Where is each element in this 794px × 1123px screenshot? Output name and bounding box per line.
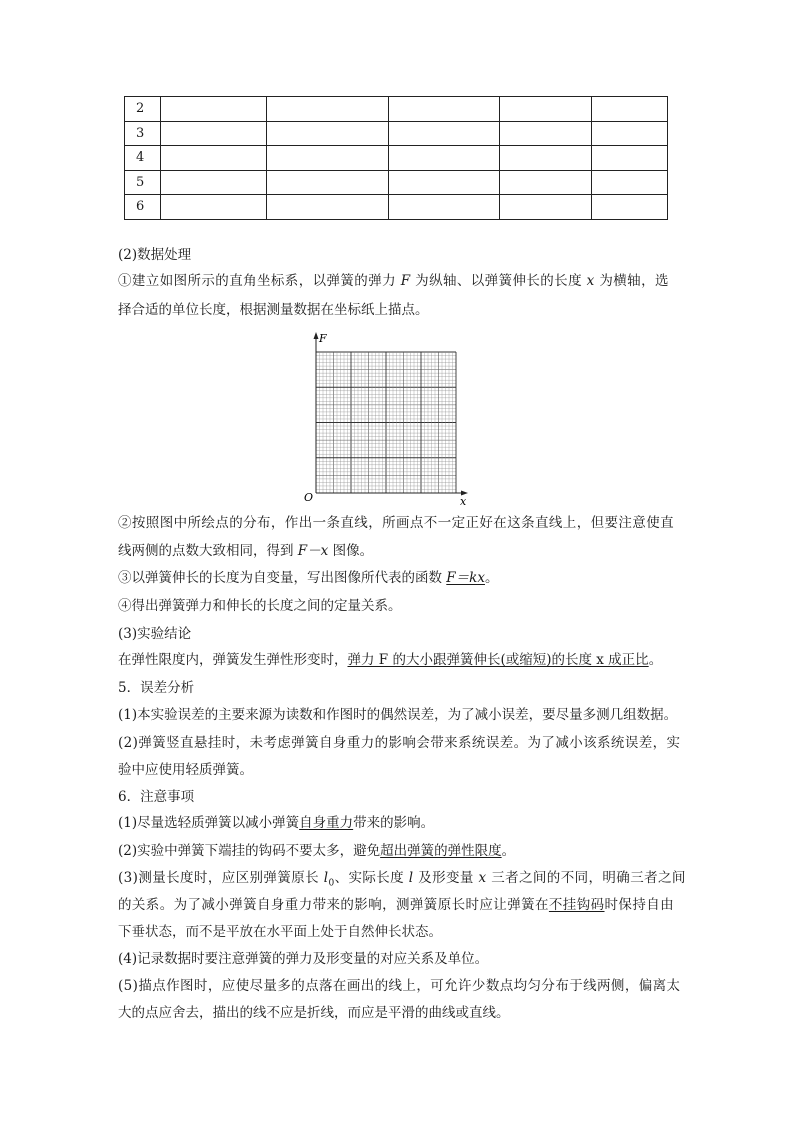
- formula: F＝kx: [446, 570, 485, 586]
- table-cell: [267, 146, 389, 171]
- table-row: [125, 170, 668, 195]
- table-cell: [592, 146, 668, 171]
- text-span: 。: [484, 570, 499, 586]
- table-cell: [389, 170, 500, 195]
- section-heading: (3)实验结论: [118, 626, 192, 642]
- table-cell: [500, 195, 592, 220]
- section-heading: (2)数据处理: [118, 247, 192, 263]
- symbol-x: x: [478, 870, 487, 886]
- table-cell: [500, 170, 592, 195]
- row-index: 3: [125, 121, 161, 146]
- paragraph-line: [118, 868, 686, 888]
- paragraph-line: 验中应使用轻质弹簧。: [118, 762, 253, 778]
- table-cell: [592, 195, 668, 220]
- underlined-text: 超出弹簧的弹性限度: [380, 843, 502, 859]
- text-span: (1)尽量选轻质弹簧以减小弹簧: [118, 815, 300, 831]
- symbol-l: l: [323, 870, 329, 886]
- symbol-F: F: [400, 273, 411, 289]
- section-heading: 5．误差分析: [118, 680, 195, 696]
- paragraph-line: [118, 271, 669, 291]
- paragraph-line: (2)弹簧竖直悬挂时，未考虑弹簧自身重力的影响会带来系统误差。为了减小该系统误差，实: [118, 735, 681, 751]
- text-span: 为横轴，选: [594, 273, 669, 289]
- coordinate-grid-chart: [296, 330, 476, 508]
- text-span: 三者之间的不同，明确三者之间: [486, 870, 686, 886]
- table-cell: [389, 146, 500, 171]
- symbol-l: l: [408, 870, 414, 886]
- paragraph-line: [118, 541, 373, 561]
- symbol-x: x: [586, 273, 595, 289]
- table-row: [125, 97, 668, 122]
- paragraph-line: (4)记录数据时要注意弹簧的弹力及形变量的对应关系及单位。: [118, 951, 489, 967]
- paragraph-line: [118, 841, 515, 861]
- y-axis-arrow: [314, 332, 319, 339]
- text-span: 。: [648, 652, 663, 668]
- text-span: (3)测量长度时，应区别弹簧原长: [118, 870, 324, 886]
- row-index: 2: [125, 97, 161, 122]
- text-span: 时保持自由: [604, 897, 675, 913]
- underlined-conclusion: 弹力 F 的大小跟弹簧伸长(或缩短)的长度 x 成正比: [347, 652, 649, 668]
- paragraph-line: [118, 895, 674, 915]
- table-cell: [267, 195, 389, 220]
- text-span: 图像。: [328, 543, 374, 559]
- text-span: ③以弹簧伸长的长度为自变量，写出图像所代表的函数: [118, 570, 447, 586]
- row-index: 4: [125, 146, 161, 171]
- text-span: 线两侧的点数大致相同，得到: [118, 543, 298, 559]
- table-cell: [592, 170, 668, 195]
- text-span: 。: [501, 843, 516, 859]
- paragraph-line: [118, 568, 498, 588]
- text-span: 的关系。为了减小弹簧自身重力带来的影响，测弹簧原长时应让弹簧在: [118, 897, 549, 913]
- table-cell: [500, 97, 592, 122]
- paragraph-line: ④得出弹簧弹力和伸长的长度之间的定量关系。: [118, 598, 402, 614]
- paragraph-line: ②按照图中所绘点的分布，作出一条直线，所画点不一定正好在这条直线上，但要注意使直: [118, 515, 674, 531]
- table-cell: [500, 146, 592, 171]
- y-axis-label: F: [319, 332, 327, 345]
- paragraph-line: (5)描点作图时，应使尽量多的点落在画出的线上，可允许少数点均匀分布于线两侧，偏离太: [118, 978, 681, 994]
- table-cell: [592, 97, 668, 122]
- text-span: ①建立如图所示的直角坐标系，以弹簧的弹力: [118, 273, 401, 289]
- measurement-table: [124, 96, 668, 220]
- underlined-text: 自身重力: [299, 815, 354, 831]
- paragraph-line: 下垂状态，而不是平放在水平面上处于自然伸长状态。: [118, 924, 442, 940]
- table-cell: [592, 121, 668, 146]
- table-cell: [267, 97, 389, 122]
- origin-label: O: [304, 491, 314, 504]
- table-cell: [267, 121, 389, 146]
- paragraph-line: [118, 650, 662, 670]
- text-span: 、实际长度: [334, 870, 409, 886]
- row-index: 5: [125, 170, 161, 195]
- table-row: [125, 121, 668, 146]
- table-cell: [389, 97, 500, 122]
- table-cell: [389, 195, 500, 220]
- table-cell: [389, 121, 500, 146]
- text-span: 带来的影响。: [353, 815, 435, 831]
- table-cell: [500, 121, 592, 146]
- paragraph-line: 择合适的单位长度，根据测量数据在坐标纸上描点。: [118, 302, 429, 318]
- table-row: [125, 146, 668, 171]
- x-axis-label: x: [460, 495, 467, 508]
- section-heading: 6．注意事项: [118, 789, 195, 805]
- graph-label: F－x: [297, 543, 329, 559]
- table-row: [125, 195, 668, 220]
- paragraph-line: (1)本实验误差的主要来源为读数和作图时的偶然误差，为了减小误差，要尽量多测几组数据。: [118, 707, 678, 723]
- table-cell: [161, 146, 267, 171]
- subscript: 0: [328, 878, 335, 889]
- text-span: 为纵轴、以弹簧伸长的长度: [410, 273, 587, 289]
- row-index: 6: [125, 195, 161, 220]
- paragraph-line: 大的点应舍去，描出的线不应是折线，而应是平滑的曲线或直线。: [118, 1005, 510, 1021]
- text-span: (2)实验中弹簧下端挂的钩码不要太多，避免: [118, 843, 381, 859]
- table-cell: [161, 121, 267, 146]
- table-cell: [161, 97, 267, 122]
- table-cell: [267, 170, 389, 195]
- paragraph-line: [118, 813, 434, 833]
- underlined-text: 不挂钩码: [548, 897, 605, 913]
- text-span: 在弹性限度内，弹簧发生弹性形变时，: [118, 652, 348, 668]
- grid-lines: [316, 352, 456, 493]
- text-span: 及形变量: [413, 870, 479, 886]
- table-cell: [161, 170, 267, 195]
- table-cell: [161, 195, 267, 220]
